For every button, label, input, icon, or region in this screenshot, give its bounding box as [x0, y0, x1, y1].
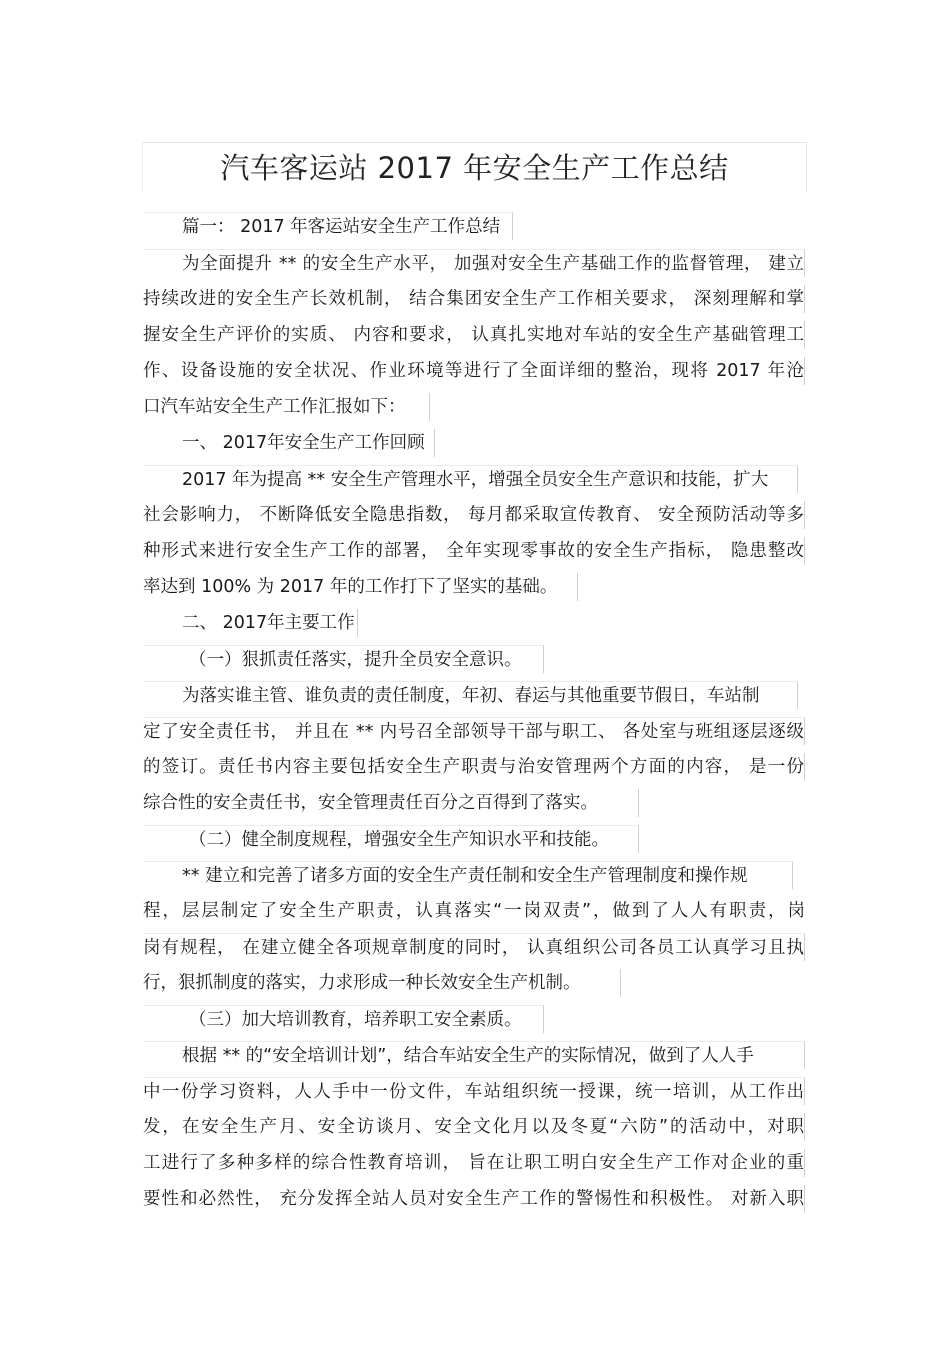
subsection-heading: （二）健全制度规程，增强安全生产知识水平和技能。 [143, 825, 639, 853]
subsection-heading: （三）加大培训教育，培养职工安全素质。 [143, 1005, 544, 1033]
text-line: 工进行了多种多样的综合性教育培训， 旨在让职工明白安全生产工作对企业的重 [143, 1149, 805, 1177]
section-heading: 二、 2017年主要工作 [143, 609, 358, 637]
text-line: 定了安全责任书， 并且在 ** 内号召全部领导干部与职工、 各处室与班组逐层逐级 [143, 717, 805, 745]
text-line: 根据 ** 的“安全培训计划”，结合车站安全生产的实际情况，做到了人人手 [143, 1041, 805, 1069]
text-line: 持续改进的安全生产长效机制， 结合集团安全生产工作相关要求， 深刻理解和掌 [143, 285, 805, 313]
text-line: 程，层层制定了安全生产职责，认真落实“一岗双责”，做到了人人有职责，岗 [143, 901, 805, 921]
text-line: 口汽车站安全生产工作汇报如下： [143, 393, 430, 421]
text-line: 2017 年为提高 ** 安全生产管理水平，增强全员安全生产意识和技能，扩大 [143, 465, 798, 493]
text-line: 为全面提升 ** 的安全生产水平， 加强对安全生产基础工作的监督管理， 建立 [143, 249, 805, 277]
section-heading: 一、 2017年安全生产工作回顾 [143, 429, 435, 457]
document-title: 汽车客运站 2017 年安全生产工作总结 [142, 142, 807, 192]
text-line: 综合性的安全责任书，安全管理责任百分之百得到了落实。 [143, 789, 639, 817]
text-line: 岗有规程， 在建立健全各项规章制度的同时， 认真组织公司各员工认真学习且执 [143, 933, 805, 961]
text-line: 的签订。责任书内容主要包括安全生产职责与治安管理两个方面的内容， 是一份 [143, 753, 805, 781]
text-line: 作、设备设施的安全状况、作业环境等进行了全面详细的整治，现将 2017 年沧 [143, 357, 805, 385]
text-line: 社会影响力， 不断降低安全隐患指数， 每月都采取宣传教育、 安全预防活动等多 [143, 501, 805, 529]
text-line: 握安全生产评价的实质、 内容和要求， 认真扎实地对车站的安全生产基础管理工 [143, 321, 805, 349]
text-line: 行，狠抓制度的落实，力求形成一种长效安全生产机制。 [143, 969, 621, 997]
text-line: 率达到 100% 为 2017 年的工作打下了坚实的基础。 [143, 573, 578, 601]
text-line: 种形式来进行安全生产工作的部署， 全年实现零事故的安全生产指标， 隐患整改 [143, 537, 805, 565]
subsection-heading: （一）狠抓责任落实，提升全员安全意识。 [143, 645, 544, 673]
text-line: ** 建立和完善了诸多方面的安全生产责任制和安全生产管理制度和操作规 [143, 861, 793, 889]
subtitle-line: 篇一： 2017 年客运站安全生产工作总结 [143, 212, 513, 240]
text-line: 为落实谁主管、谁负责的责任制度，年初、春运与其他重要节假日，车站制 [143, 681, 798, 709]
text-line: 要性和必然性， 充分发挥全站人员对安全生产工作的警惕性和积极性。 对新入职 [143, 1185, 805, 1213]
text-line: 发，在安全生产月、安全访谈月、安全文化月以及冬夏“六防”的活动中，对职 [143, 1113, 805, 1141]
text-line: 中一份学习资料，人人手中一份文件，车站组织统一授课，统一培训，从工作出 [143, 1077, 805, 1105]
